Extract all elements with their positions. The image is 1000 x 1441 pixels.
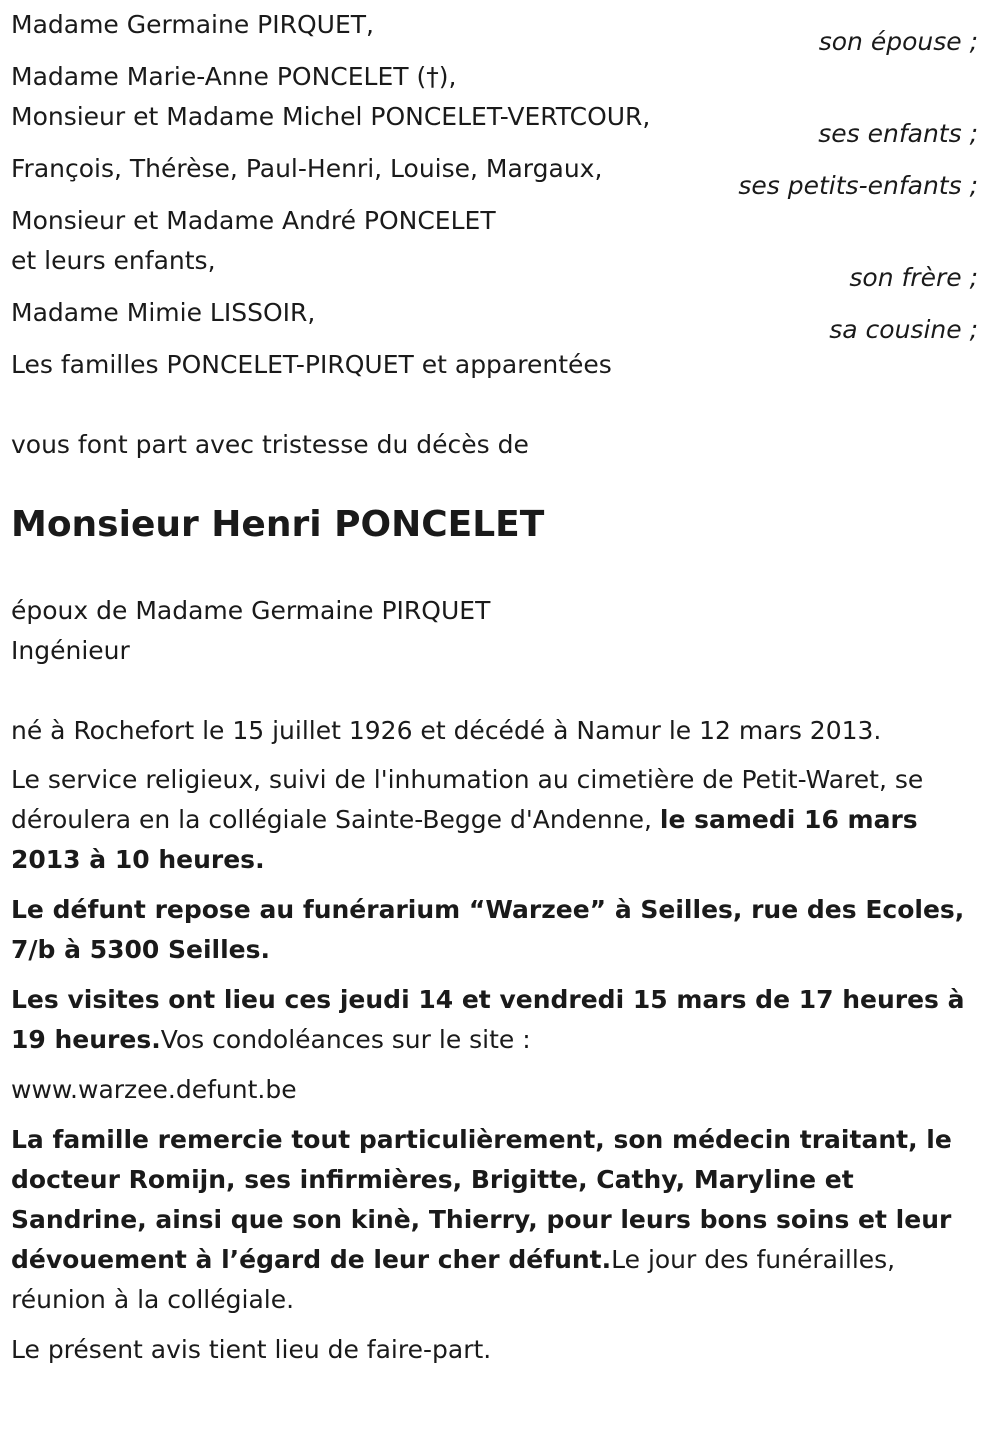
- families-line: Les familles PONCELET-PIRQUET et apparentées: [11, 350, 612, 379]
- service-paragraph: [11, 760, 988, 880]
- family-name-line: Madame Marie-Anne PONCELET (†),: [11, 62, 457, 91]
- family-spouse: [11, 0, 988, 56]
- repose-paragraph: Le défunt repose au funérarium “Warzee” à Seilles, rue des Ecoles, 7/b à 5300 Seilles.: [11, 895, 965, 964]
- service-text: Le service religieux, suivi de l'inhumation au cimetière de Petit-Waret, se déroulera en la collégiale Sainte-Begge d'Andenne,: [11, 765, 924, 834]
- profession: Ingénieur: [11, 636, 130, 665]
- family-name-line: Madame Mimie LISSOIR,: [11, 298, 316, 327]
- family-name-line: Madame Germaine PIRQUET,: [11, 10, 374, 39]
- family-role: son frère ;: [849, 263, 978, 292]
- family-cousin: [11, 293, 988, 344]
- announcement: vous font part avec tristesse du décès de: [11, 430, 529, 459]
- family-name-line: François, Thérèse, Paul-Henri, Louise, Margaux,: [11, 154, 603, 183]
- family-name-line: et leurs enfants,: [11, 246, 216, 275]
- condolences-text: Vos condoléances sur le site :: [160, 1025, 531, 1054]
- family-name-line: Monsieur et Madame Michel PONCELET-VERTCOUR,: [11, 102, 651, 131]
- thanks-paragraph: [11, 1120, 988, 1320]
- visits-text: Les visites ont lieu ces jeudi 14 et vendredi 15 mars de 17 heures à 19 heures.: [11, 985, 965, 1054]
- family-role: son épouse ;: [818, 27, 978, 56]
- spouse-line: époux de Madame Germaine PIRQUET: [11, 596, 491, 625]
- family-grandchildren: [11, 149, 988, 200]
- funeral-gathering: Le jour des funérailles, réunion à la collégiale.: [11, 1245, 896, 1314]
- family-name-line: Monsieur et Madame André PONCELET: [11, 206, 496, 235]
- family-role: ses enfants ;: [818, 119, 978, 148]
- closing-line: Le présent avis tient lieu de faire-part.: [11, 1335, 492, 1364]
- thanks-text: La famille remercie tout particulièrement, son médecin traitant, le docteur Romijn, ses infirmières, Brigitte, Cathy, Maryline et Sandrine, ainsi que son kinè, Thierry, pour leurs bons soins et leur dévouement à l’égard de leur cher défunt.: [11, 1125, 952, 1274]
- visits-paragraph: [11, 980, 988, 1060]
- website: www.warzee.defunt.be: [11, 1075, 297, 1104]
- deceased-name: Monsieur Henri PONCELET: [11, 504, 545, 545]
- service-date: le samedi 16 mars 2013 à 10 heures.: [11, 805, 918, 874]
- family-brother: [11, 201, 988, 292]
- family-role: sa cousine ;: [829, 315, 978, 344]
- family-children: [11, 57, 988, 148]
- family-role: ses petits-enfants ;: [738, 171, 978, 200]
- birth-death: né à Rochefort le 15 juillet 1926 et décédé à Namur le 12 mars 2013.: [11, 716, 882, 745]
